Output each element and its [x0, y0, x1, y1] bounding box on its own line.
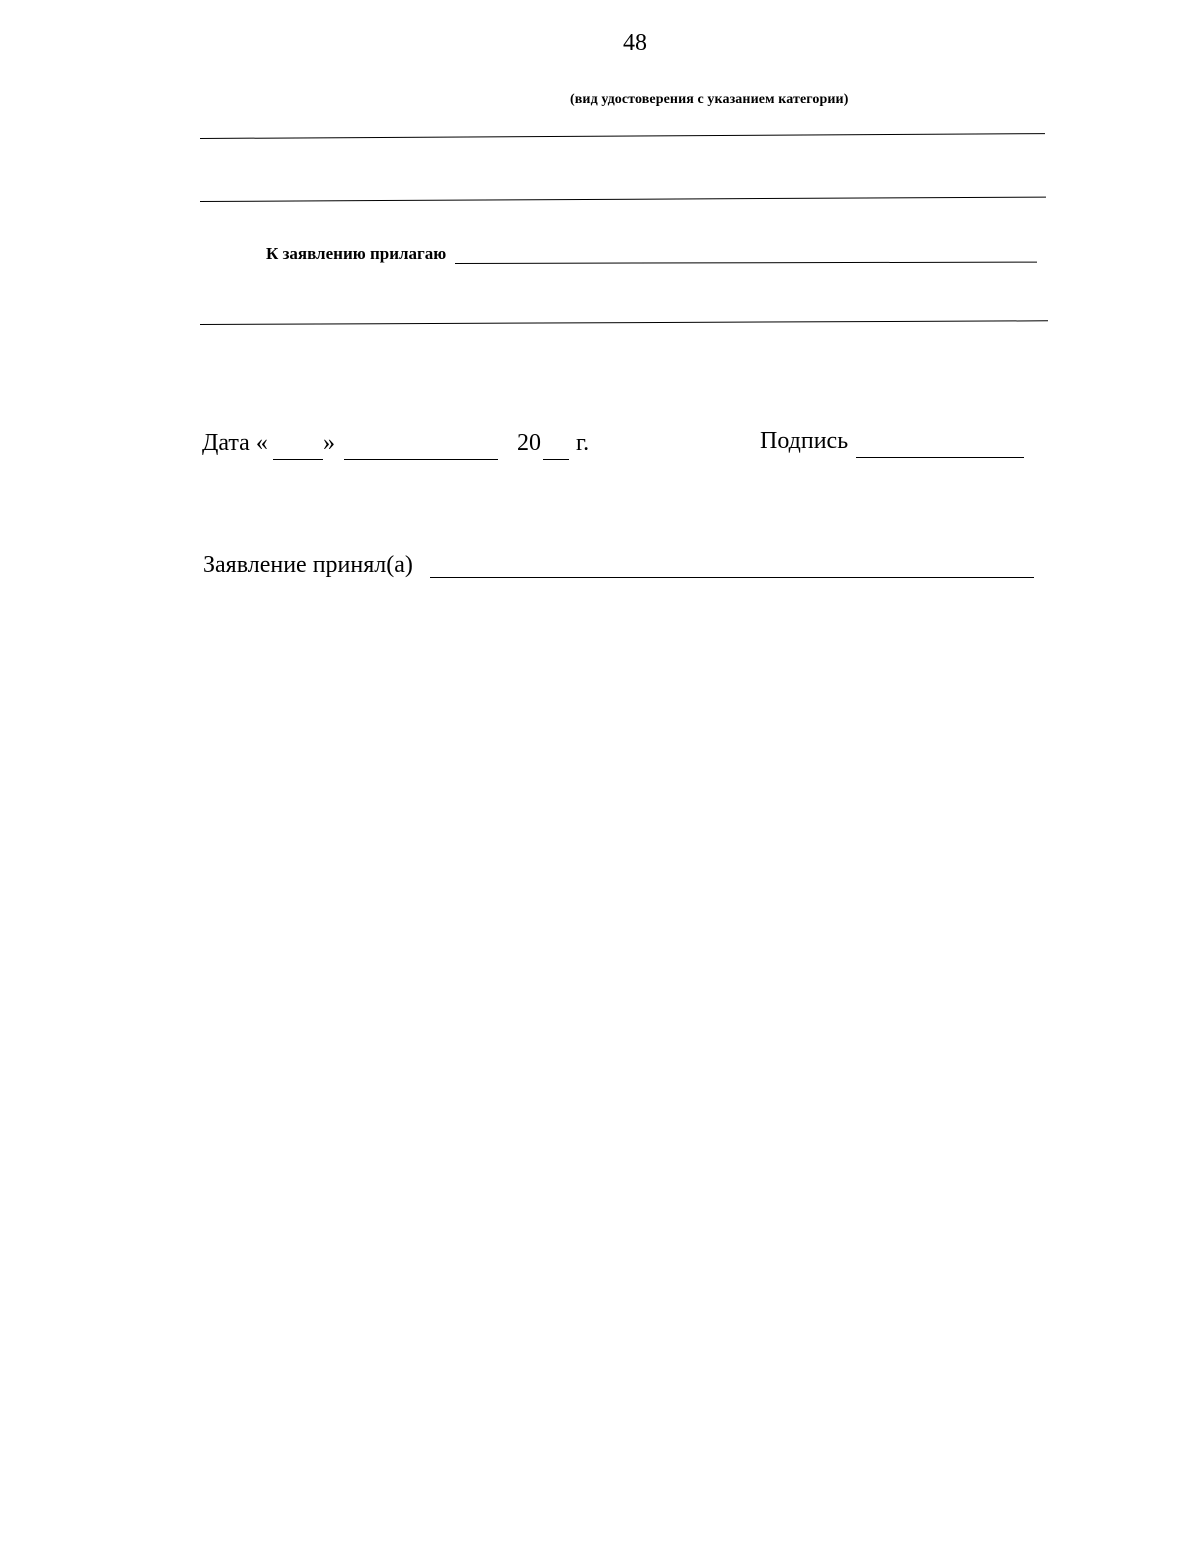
page-number: 48	[623, 30, 647, 56]
date-month-field[interactable]	[344, 459, 498, 460]
date-day-field[interactable]	[273, 459, 323, 460]
date-year-field[interactable]	[543, 459, 569, 460]
signature-field[interactable]	[856, 457, 1024, 458]
date-year-prefix: 20	[517, 430, 541, 456]
accepted-by-field[interactable]	[430, 577, 1034, 578]
date-year-suffix: г.	[576, 430, 590, 456]
attachment-label: К заявлению прилагаю	[266, 244, 447, 263]
certificate-type-line-1	[200, 133, 1045, 139]
certificate-type-line-2	[200, 197, 1046, 202]
attachment-field-line[interactable]	[455, 262, 1037, 264]
date-close-quote: »	[323, 430, 335, 456]
attachment-field-line-2[interactable]	[200, 320, 1048, 325]
accepted-by-label: Заявление принял(а)	[203, 552, 413, 578]
signature-label: Подпись	[760, 428, 849, 454]
certificate-type-caption: (вид удостоверения с указанием категории)	[570, 92, 849, 107]
date-label: Дата «	[202, 430, 268, 456]
